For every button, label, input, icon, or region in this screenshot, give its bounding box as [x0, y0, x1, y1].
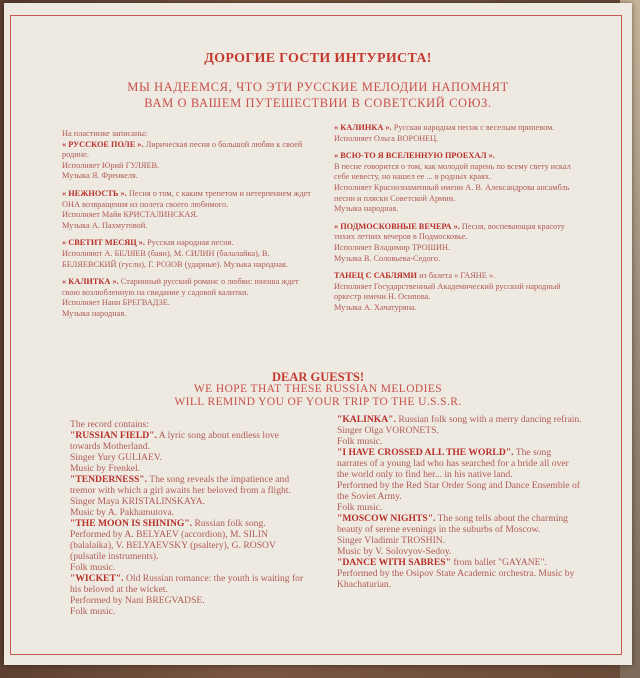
- english-track-1: "RUSSIAN FIELD". A lyric song about endless love towards Motherland. Singer Yury GULIAEV. Music by Frenkel.: [70, 430, 279, 474]
- english-track-5: "KALINKA". Russian folk song with a merry dancing refrain. Singer Olga VORONETS. Folk music.: [337, 414, 582, 447]
- russian-title: ДОРОГИЕ ГОСТИ ИНТУРИСТА!: [204, 51, 432, 66]
- english-track-6: "I HAVE CROSSED ALL THE WORLD". The song narrates of a young lad who has searched for a bride all over the world only to find her... in his native land. Performed by the Red Star Order Song and Dance Ensemble of the Soviet Army. Folk music.: [337, 447, 580, 513]
- english-subtitle-line-1: WE HOPE THAT THESE RUSSIAN MELODIES: [193, 383, 443, 395]
- russian-track-4: « КАЛИТКА ». Старинный русский романс о любви: юноша ждет свою возлюбленную на свидание у садовой калитки. Исполняет Нани БРЕГВАДЗЕ. Музыка народная.: [62, 277, 299, 318]
- russian-track-8: ТАНЕЦ С САБЛЯМИ из балета « ГАЯНЕ ». Исполняет Государственный Академический русский народный оркестр имени Н. Осипова. Музыка А. Хачатуряна.: [334, 271, 561, 312]
- english-subtitle-line-2: WILL REMIND YOU OF YOUR TRIP TO THE U.S.S.R.: [174, 396, 462, 408]
- russian-track-3: « СВЕТИТ МЕСЯЦ ». Русская народная песня. Исполняют А. БЕЛЯЕВ (баян), М. СИЛИН (балалайка), В. БЕЛЯЕВСКИЙ (гусли), Г. РОЗОВ (ударные). Музыка народная.: [62, 238, 288, 269]
- english-track-8: "DANCE WITH SABRES" from ballet "GAYANE". Performed by the Osipov State Academic orchestra. Music by Khachaturian.: [337, 557, 575, 590]
- record-sleeve-sheet: [4, 3, 632, 665]
- russian-track-2: « НЕЖНОСТЬ ». Песня о том, с каким трепетом и нетерпением ждет ОНА возвращения из полета своего любимого. Исполняет Майя КРИСТАЛИНСКАЯ. Музыка А. Пахмутовой.: [62, 188, 311, 230]
- russian-track-5: « КАЛИНКА ». Русская народная песня с веселым припевом. Исполняет Ольга ВОРОНЕЦ.: [334, 123, 555, 143]
- english-track-2: "TENDERNESS". The song reveals the impatience and tremor with which a girl awaits her beloved from a flight. Singer Maya KRISTALINSKAYA. Music by A. Pakhamutova.: [70, 474, 291, 518]
- russian-track-7: « ПОДМОСКОВНЫЕ ВЕЧЕРА ». Песня, воспевающая красоту тихих летних вечеров в Подмосковье. Исполняет Владимир ТРОШИН. Музыка В. Соловьева-Седого.: [334, 221, 565, 263]
- english-right-column: [337, 414, 582, 590]
- english-title: DEAR GUESTS!: [271, 370, 365, 384]
- russian-intro: На пластинке записаны:: [62, 129, 148, 138]
- russian-track-6: « ВСЮ-ТО Я ВСЕЛЕННУЮ ПРОЕХАЛ ». В песне говорится о том, как молодой парень по всему свету искал себе невесту, но нашел ее ... в родных краях. Исполняет Краснознаменный имени А. В. Александрова ансамбль песни и пляски Советской Армии. Музыка народная.: [334, 151, 571, 214]
- russian-subtitle-line-1: МЫ НАДЕЕМСЯ, ЧТО ЭТИ РУССКИЕ МЕЛОДИИ НАПОМНЯТ: [127, 80, 509, 94]
- russian-subtitle-line-2: ВАМ О ВАШЕМ ПУТЕШЕСТВИИ В СОВЕТСКИЙ СОЮЗ.: [144, 96, 492, 110]
- russian-subtitle: [64, 79, 572, 111]
- english-track-7: "MOSCOW NIGHTS". The song tells about the charming beauty of serene evenings in the suburbs of Moscow. Singer Vladimir TROSHIN. Music by V. Solovyov-Sedoy.: [337, 513, 568, 557]
- russian-track-1: « РУССКОЕ ПОЛЕ ». Лирическая песня о большой любви к своей родине. Исполняет Юрий ГУЛЯЕВ. Музыка Я. Френкеля.: [62, 139, 303, 181]
- english-left-column: [70, 419, 310, 617]
- russian-left-column: [62, 129, 314, 327]
- russian-right-column: [334, 123, 584, 321]
- english-track-3: "THE MOON IS SHINING". Russian folk song. Performed by A. BELYAEV (accordion), M. SILIN (balalaika), V. BELYAEVSKY (psaltery), G. ROSOV (pulsatile instruments). Folk music.: [70, 518, 276, 573]
- english-track-4: "WICKET". Old Russian romance: the youth is waiting for his beloved at the wicket. Performed by Nani BREGVADSE. Folk music.: [70, 573, 304, 617]
- english-intro: The record contains:: [70, 419, 149, 430]
- english-subtitle: [74, 383, 562, 409]
